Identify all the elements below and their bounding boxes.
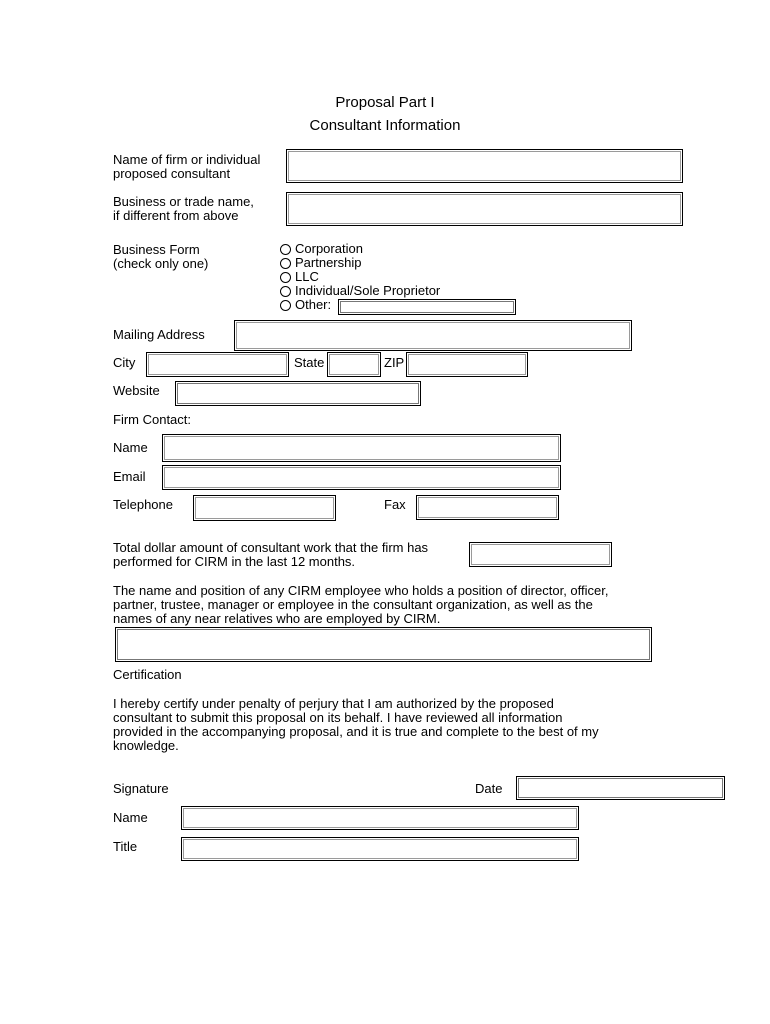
firm-name-input[interactable] xyxy=(286,149,683,183)
website-label: Website xyxy=(113,383,160,398)
certification-text-line2: consultant to submit this proposal on its behalf. I have reviewed all information xyxy=(113,710,563,725)
website-input[interactable] xyxy=(175,381,421,406)
cirm-employee-input[interactable] xyxy=(115,627,652,662)
fax-input[interactable] xyxy=(416,495,559,520)
radio-circle-icon[interactable] xyxy=(280,272,291,283)
mailing-address-label: Mailing Address xyxy=(113,327,205,342)
fax-label: Fax xyxy=(384,497,406,512)
trade-name-input[interactable] xyxy=(286,192,683,226)
firm-name-label-line2: proposed consultant xyxy=(113,166,231,181)
radio-label-llc: LLC xyxy=(295,269,319,284)
employee-text-line1: The name and position of any CIRM employee who holds a position of director, officer, xyxy=(113,583,609,598)
mailing-address-input[interactable] xyxy=(234,320,632,351)
signer-name-input[interactable] xyxy=(181,806,579,830)
telephone-label: Telephone xyxy=(113,497,173,512)
city-input[interactable] xyxy=(146,352,289,377)
city-label: City xyxy=(113,355,136,370)
email-label: Email xyxy=(113,469,146,484)
dollar-amount-input[interactable] xyxy=(469,542,612,567)
trade-name-label-line2: if different from above xyxy=(113,208,239,223)
state-label: State xyxy=(294,355,325,370)
radio-circle-icon[interactable] xyxy=(280,300,291,311)
date-input[interactable] xyxy=(516,776,725,800)
telephone-input[interactable] xyxy=(193,495,336,521)
radio-label-sole-proprietor: Individual/Sole Proprietor xyxy=(295,283,441,298)
employee-text-line2: partner, trustee, manager or employee in the consultant organization, as well as the xyxy=(113,597,593,612)
radio-circle-icon[interactable] xyxy=(280,286,291,297)
radio-label-partnership: Partnership xyxy=(295,255,362,270)
page-title: Proposal Part I xyxy=(335,94,435,111)
radio-label-other: Other: xyxy=(295,297,332,312)
business-form-hint: (check only one) xyxy=(113,256,209,271)
certification-heading: Certification xyxy=(113,667,182,682)
firm-name-label-line1: Name of firm or individual xyxy=(113,152,261,167)
radio-label-corporation: Corporation xyxy=(295,241,363,256)
page-subtitle: Consultant Information xyxy=(309,117,461,134)
certification-text-line4: knowledge. xyxy=(113,738,179,753)
date-label: Date xyxy=(475,781,503,796)
dollar-amount-label-line2: performed for CIRM in the last 12 months. xyxy=(113,554,356,569)
zip-input[interactable] xyxy=(406,352,528,377)
contact-name-input[interactable] xyxy=(162,434,561,462)
employee-text-line3: names of any near relatives who are employed by CIRM. xyxy=(113,611,441,626)
radio-circle-icon[interactable] xyxy=(280,244,291,255)
signer-title-label: Title xyxy=(113,839,138,854)
signature-label: Signature xyxy=(113,781,169,796)
signer-title-input[interactable] xyxy=(181,837,579,861)
email-input[interactable] xyxy=(162,465,561,490)
business-form-label: Business Form xyxy=(113,242,200,257)
firm-contact-label: Firm Contact: xyxy=(113,412,192,427)
certification-text-line1: I hereby certify under penalty of perjury that I am authorized by the proposed xyxy=(113,696,554,711)
state-input[interactable] xyxy=(327,352,381,377)
other-business-form-input[interactable] xyxy=(338,299,516,315)
zip-label: ZIP xyxy=(384,355,405,370)
signer-name-label: Name xyxy=(113,810,148,825)
contact-name-label: Name xyxy=(113,440,148,455)
certification-text-line3: provided in the accompanying proposal, and it is true and complete to the best of my xyxy=(113,724,599,739)
dollar-amount-label-line1: Total dollar amount of consultant work that the firm has xyxy=(113,540,429,555)
trade-name-label-line1: Business or trade name, xyxy=(113,194,254,209)
radio-circle-icon[interactable] xyxy=(280,258,291,269)
